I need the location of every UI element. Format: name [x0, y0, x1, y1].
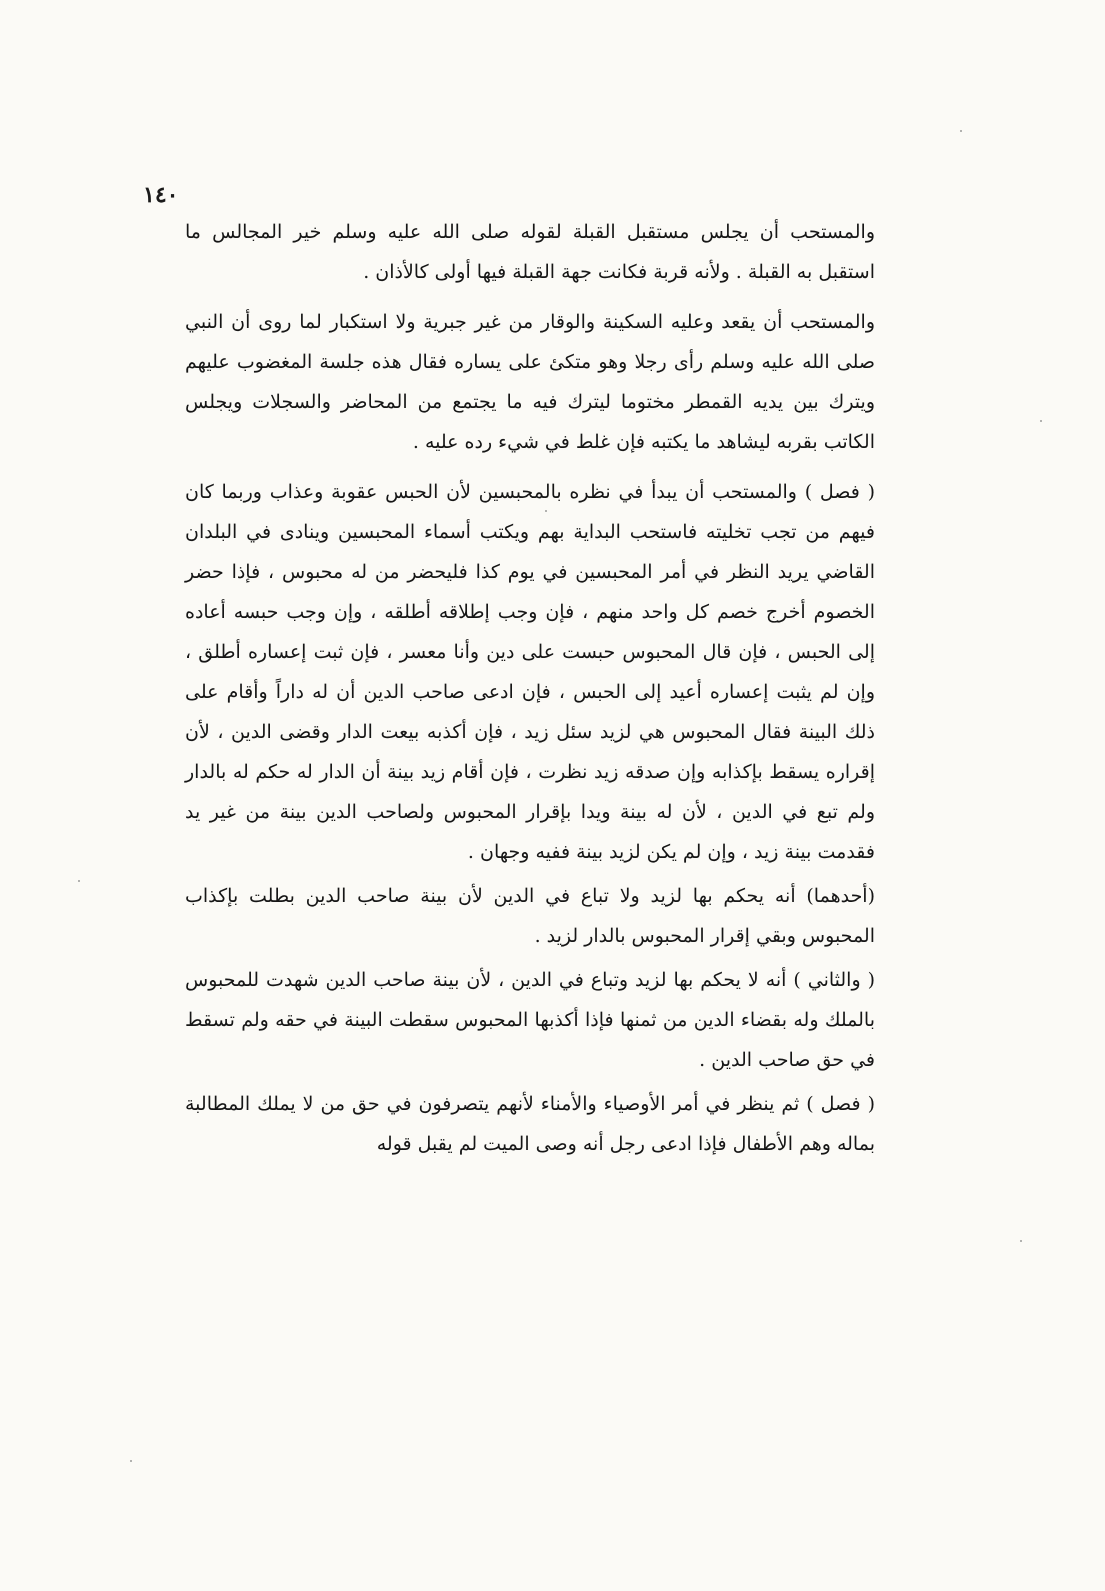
paragraph-4: (أحدهما) أنه يحكم بها لزيد ولا تباع في الدين لأن بينة صاحب الدين بطلت بإكذاب المحبوس وبقي إقرار المحبوس بالدار لزيد .	[185, 885, 875, 947]
scan-speck	[130, 1460, 132, 1462]
page-number: ١٤٠	[143, 182, 179, 208]
paragraph-6: ( فصل ) ثم ينظر في أمر الأوصياء والأمناء لأنهم يتصرفون في حق من لا يملك المطالبة بماله وهم الأطفال فإذا ادعى رجل أنه وصى الميت لم يقبل قوله	[185, 1093, 875, 1155]
paragraph-2: والمستحب أن يقعد وعليه السكينة والوقار من غير جبرية ولا استكبار لما روى أن النبي صلى الله عليه وسلم رأى رجلا وهو متكئ على يساره فقال هذه جلسة المغضوب عليهم ويترك بين يديه القمطر مختوما ليترك فيه ما يجتمع من المحاضر والسجلات ويجلس الكاتب بقربه ليشاهد ما يكتبه فإن غلط في شيء رده عليه .	[185, 311, 875, 453]
scan-speck	[1020, 1240, 1022, 1242]
paragraph-3: ( فصل ) والمستحب أن يبدأ في نظره بالمحبسين لأن الحبس عقوبة وعذاب وربما كان فيهم من تجب تخليته فاستحب البداية بهم ويكتب أسماء المحبسين وينادى في البلدان القاضي يريد النظر في أمر المحبسين في يوم كذا فليحضر من له محبوس ، فإذا حضر الخصوم أخرج خصم كل واحد منهم ، فإن وجب إطلاقه أطلقه ، وإن وجب حبسه أعاده إلى الحبس ، فإن قال المحبوس حبست على دين وأنا معسر ، فإن ثبت إعساره أطلق ، وإن لم يثبت إعساره أعيد إلى الحبس ، فإن ادعى صاحب الدين أن له داراً وأقام على ذلك البينة فقال المحبوس هي لزيد سئل زيد ، فإن أكذبه بيعت الدار وقضى الدين ، لأن إقراره يسقط بإكذابه وإن صدقه زيد نظرت ، فإن أقام زيد بينة أن الدار له حكم له بالدار ولم تبع في الدين ، لأن له بينة ويدا بإقرار المحبوس ولصاحب الدين بينة من غير يد فقدمت بينة زيد ، وإن لم يكن لزيد بينة ففيه وجهان .	[185, 481, 875, 863]
scan-speck	[1040, 420, 1042, 422]
body-text	[185, 212, 875, 1168]
scan-speck	[960, 130, 962, 132]
scan-speck	[78, 880, 80, 882]
paragraph-1: والمستحب أن يجلس مستقبل القبلة لقوله صلى الله عليه وسلم خير المجالس ما استقبل به القبلة . ولأنه قربة فكانت جهة القبلة فيها أولى كالأذان .	[185, 221, 875, 283]
scan-speck	[545, 510, 547, 512]
paragraph-5: ( والثاني ) أنه لا يحكم بها لزيد وتباع في الدين ، لأن بينة صاحب الدين شهدت للمحبوس بالملك وله بقضاء الدين من ثمنها فإذا أكذبها المحبوس سقطت البينة في حقه ولم تسقط في حق صاحب الدين .	[185, 969, 875, 1071]
